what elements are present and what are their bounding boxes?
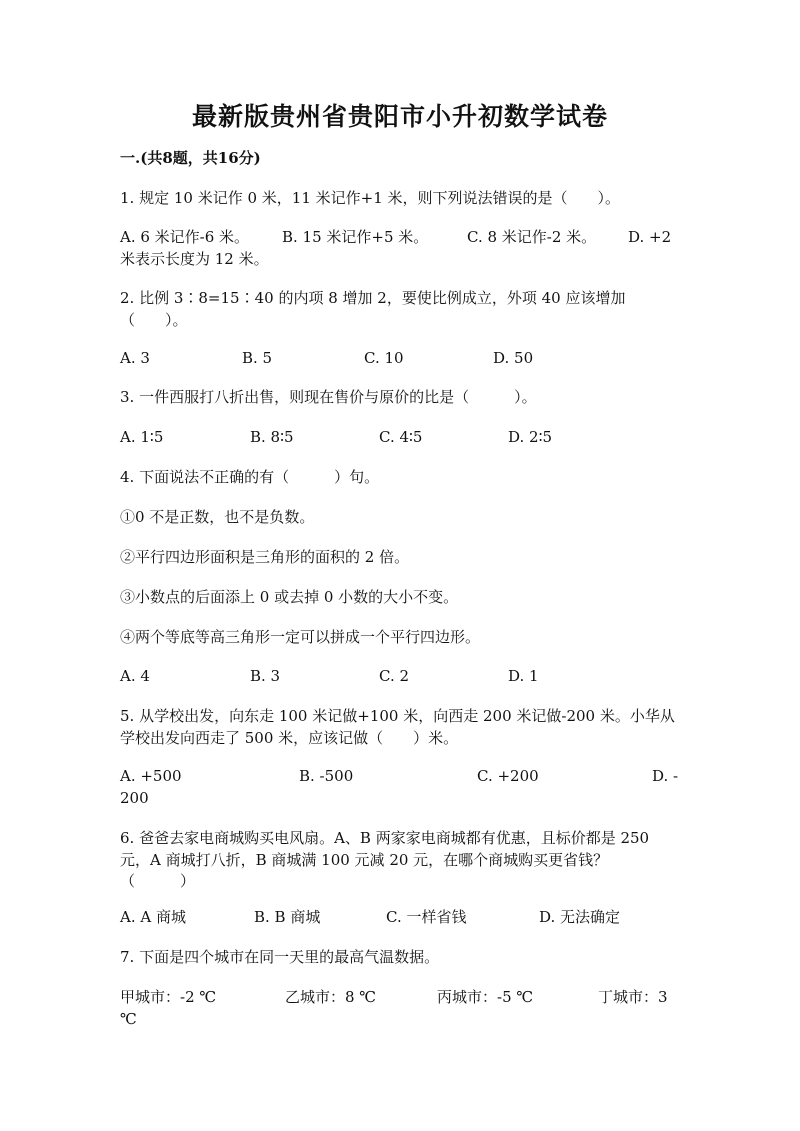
question-1-stem: 1. 规定 10 米记作 0 米，11 米记作+1 米，则下列说法错误的是（ ）。 [120,189,621,207]
question-6-answer-blank: （ ） [120,872,196,890]
q7-city-bing: 丙城市：-5 ℃ [437,988,534,1006]
page-title: 最新版贵州省贵阳市小升初数学试卷 [191,102,608,131]
q1-option-d-continued: 米表示长度为 12 米。 [120,250,269,268]
q1-option-d: D. +2 [628,228,672,246]
q5-option-d: D. - [652,767,679,785]
q7-city-jia: 甲城市：-2 ℃ [120,988,217,1006]
question-6-stem: 6. 爸爸去家电商城购买电风扇。A、B 两家家电商城都有优惠，且标价都是 250 [120,829,650,847]
question-7-stem: 7. 下面是四个城市在同一天里的最高气温数据。 [120,948,440,966]
q1-option-b: B. 15 米记作+5 米。 [282,228,429,246]
question-3-stem: 3. 一件西服打八折出售，则现在售价与原价的比是（ ）。 [120,388,537,406]
q3-option-d: D. 2∶5 [508,428,553,446]
q4-statement-2: ②平行四边形面积是三角形的面积的 2 倍。 [120,548,410,566]
q5-option-c: C. +200 [477,767,539,785]
question-2-stem-continued: （ ）。 [120,311,188,329]
q6-option-b: B. B 商城 [254,908,321,926]
q2-option-b: B. 5 [242,349,273,367]
q4-statement-4: ④两个等底等高三角形一定可以拼成一个平行四边形。 [120,628,481,646]
question-4-stem: 4. 下面说法不正确的有（ ）句。 [120,468,380,486]
q2-option-c: C. 10 [364,349,404,367]
q2-option-d: D. 50 [493,349,534,367]
q3-option-b: B. 8∶5 [250,428,294,446]
section-header: 一.(共8题，共16分) [120,149,261,167]
q1-option-a: A. 6 米记作-6 米。 [120,228,250,246]
q6-option-c: C. 一样省钱 [386,908,467,926]
question-5-stem: 5. 从学校出发，向东走 100 米记做+100 米，向西走 200 米记做-200 米。小华从 [120,707,675,725]
q2-option-a: A. 3 [120,349,150,367]
q5-option-d-continued: 200 [120,789,149,807]
q7-city-yi: 乙城市：8 ℃ [285,988,377,1006]
q4-statement-3: ③小数点的后面添上 0 或去掉 0 小数的大小不变。 [120,588,459,606]
q5-option-b: B. -500 [299,767,354,785]
q3-option-a: A. 1∶5 [120,428,164,446]
question-5-stem-continued: 学校出发向西走了 500 米，应该记做（ ）米。 [120,729,459,747]
q3-option-c: C. 4∶5 [379,428,423,446]
q6-option-d: D. 无法确定 [539,908,621,926]
q4-option-a: A. 4 [120,667,150,685]
q4-option-d: D. 1 [508,667,539,685]
q7-city-ding: 丁城市：3 [598,988,668,1006]
question-6-stem-continued: 元，A 商城打八折，B 商城满 100 元减 20 元，在哪个商城购买更省钱？ [120,851,609,869]
q4-statement-1: ①0 不是正数，也不是负数。 [120,508,315,526]
question-2-stem: 2. 比例 3∶8=15∶40 的内项 8 增加 2，要使比例成立，外项 40 应该增加 [120,289,626,307]
q5-option-a: A. +500 [120,767,182,785]
q4-option-b: B. 3 [250,667,281,685]
q4-option-c: C. 2 [379,667,410,685]
q1-option-c: C. 8 米记作-2 米。 [467,228,597,246]
q7-city-ding-continued: ℃ [120,1010,137,1028]
q6-option-a: A. A 商城 [120,908,186,926]
